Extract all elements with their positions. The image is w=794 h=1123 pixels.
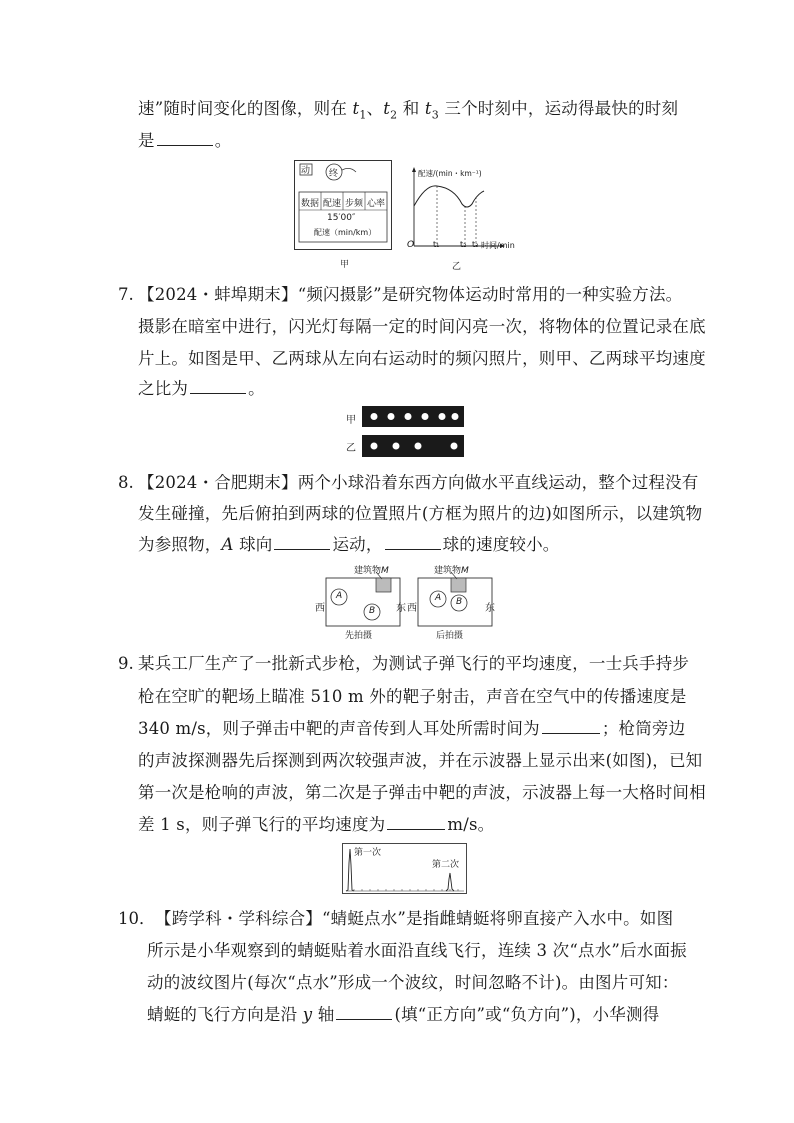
caption-yi: 乙	[452, 262, 462, 272]
east-label-1: 东	[396, 603, 406, 614]
caption-second-shot: 后拍摄	[436, 631, 464, 641]
q8-text: 球的速度较小。	[442, 535, 560, 554]
origin-label: O	[407, 240, 415, 250]
q9-line1: 某兵工厂生产了一批新式步枪，为测试子弹飞行的平均速度，一士兵手持步	[138, 654, 690, 673]
caption-first-shot: 先拍摄	[345, 631, 373, 641]
tick-t1: t₁	[433, 240, 440, 249]
q10-line2: 所示是小华观察到的蜻蜓贴着水面沿直线飞行，连续 3 次“点水”后水面振	[147, 941, 687, 960]
end-label: 终	[329, 169, 339, 179]
t3-symbol: t	[424, 99, 432, 118]
q6-text: 三个时刻中，运动得最快的时刻	[438, 99, 679, 118]
tick-t3: t₃	[472, 240, 479, 249]
question-number-7: 7.	[118, 285, 134, 304]
q10-text: (填“正方向”或“负方向”)，小华测得	[394, 1005, 660, 1024]
question-number-9: 9.	[118, 654, 134, 673]
caption-jia: 甲	[340, 260, 350, 270]
q9-text: m/s。	[447, 815, 495, 834]
q7-text: 之比为	[138, 379, 189, 398]
q6-figure-right	[404, 166, 522, 254]
q6-text: 是	[138, 131, 155, 150]
pace-value: 15′00″	[327, 213, 356, 223]
west-label-1: 西	[315, 603, 325, 614]
q6-sep: 和	[397, 99, 425, 118]
q7-line2: 摄影在暗室中进行，闪光灯每隔一定的时间闪亮一次，将物体的位置记录在底	[138, 317, 706, 336]
q10-line3: 动的波纹图片(每次“点水”形成一个波纹，时间忽略不计)。由图片可知：	[147, 973, 679, 992]
q6-line2	[138, 130, 231, 152]
q6-sep: 、	[366, 99, 384, 118]
q7-line4	[138, 378, 265, 400]
q10-line4	[147, 1004, 659, 1026]
q9-line2: 枪在空旷的靶场上瞄准 510 m 外的靶子射击，声音在空气中的传播速度是	[138, 687, 687, 706]
q8-text: 球向	[233, 535, 273, 554]
q6-text: 速”随时间变化的图像，则在	[138, 99, 353, 118]
t3-subscript: 3	[431, 108, 439, 122]
q8-line3	[138, 534, 560, 556]
q6-text: 。	[214, 131, 232, 150]
ball-a-symbol: A	[221, 535, 234, 554]
strobe-photos-svg	[362, 406, 466, 458]
q10-text: 蜻蜓的飞行方向是沿	[147, 1005, 303, 1024]
tick-t2: t₂	[460, 240, 467, 249]
answer-blank[interactable]	[336, 1005, 392, 1020]
q9-text: 差 1 s，则子弹飞行的平均速度为	[138, 815, 386, 834]
answer-blank[interactable]	[387, 815, 445, 830]
q8-figure	[312, 562, 502, 640]
answer-blank[interactable]	[274, 535, 330, 550]
east-label-2: 东	[485, 603, 495, 614]
strobe-photos	[362, 406, 466, 458]
pace-unit: 配速（min/km）	[314, 228, 377, 237]
app-icon: 动	[301, 166, 311, 176]
q9-line5: 第一次是枪响的声波，第二次是子弹击中靶的声波，示波器上每一大格时间相	[138, 783, 706, 802]
q9-line4: 的声波探测器先后探测到两次较强声波，并在示波器上显示出来(如图)，已知	[138, 751, 703, 770]
y-axis-symbol: y	[302, 1005, 313, 1024]
q9-text: ；枪筒旁边	[601, 719, 686, 738]
building-m: M	[461, 566, 469, 576]
q8-line1: 【2024・合肥期末】两个小球沿着东西方向做水平直线运动，整个过程没有	[138, 473, 699, 492]
first-wave-label: 第一次	[354, 848, 382, 858]
answer-blank[interactable]	[157, 131, 213, 146]
building-label-1	[354, 563, 389, 576]
t1-symbol: t	[352, 99, 360, 118]
ball-b-2: B	[456, 597, 463, 607]
y-axis-label: 配速/(min・km⁻¹)	[418, 169, 482, 178]
building-text: 建筑物	[434, 566, 462, 576]
t1-subscript: 1	[359, 108, 367, 122]
q10-line1: 【跨学科・学科综合】“蜻蜓点水”是指雌蜻蜓将卵直接产入水中。如图	[155, 909, 674, 928]
q7-text: 。	[248, 379, 265, 398]
q10-text: 轴	[312, 1005, 335, 1024]
ball-a-2: A	[435, 593, 442, 603]
second-wave-label: 第二次	[432, 860, 460, 870]
x-axis-label: 时间/min	[481, 241, 515, 250]
q7-line3: 片上。如图是甲、乙两球从左向右运动时的频闪照片，则甲、乙两球平均速度	[138, 349, 706, 368]
oscilloscope-figure	[342, 843, 468, 895]
q8-text: 运动，	[332, 535, 383, 554]
ball-b-1: B	[369, 606, 376, 616]
answer-blank[interactable]	[190, 379, 246, 394]
question-number-8: 8.	[118, 473, 134, 492]
west-label-2: 西	[407, 603, 417, 614]
q9-line6	[138, 814, 494, 836]
building-m: M	[381, 566, 389, 576]
q7-line1: 【2024・蚌埠期末】“频闪摄影”是研究物体运动时常用的一种实验方法。	[138, 285, 683, 304]
question-number-10: 10．	[118, 909, 156, 928]
building-label-2	[434, 563, 469, 576]
tab-pace: 配速	[323, 199, 342, 209]
q6-line1	[138, 98, 678, 126]
t2-symbol: t	[383, 99, 391, 118]
answer-blank[interactable]	[385, 535, 441, 550]
q9-text: 340 m/s，则子弹击中靶的声音传到人耳处所需时间为	[138, 719, 540, 738]
strip-label-jia: 甲	[346, 415, 356, 426]
t2-subscript: 2	[390, 108, 398, 122]
ball-a-1: A	[336, 591, 343, 601]
q6-figure-left	[294, 160, 392, 250]
tab-cadence: 步频	[345, 199, 364, 209]
tab-data: 数据	[301, 199, 320, 209]
q9-line3	[138, 718, 685, 740]
q8-line2: 发生碰撞，先后俯拍到两球的位置照片(方框为照片的边)如图所示，以建筑物	[138, 504, 703, 523]
building-text: 建筑物	[354, 566, 382, 576]
tab-heartrate: 心率	[367, 199, 386, 209]
strip-label-yi: 乙	[346, 443, 356, 454]
q8-text: 为参照物，	[138, 535, 222, 554]
answer-blank[interactable]	[542, 719, 600, 734]
